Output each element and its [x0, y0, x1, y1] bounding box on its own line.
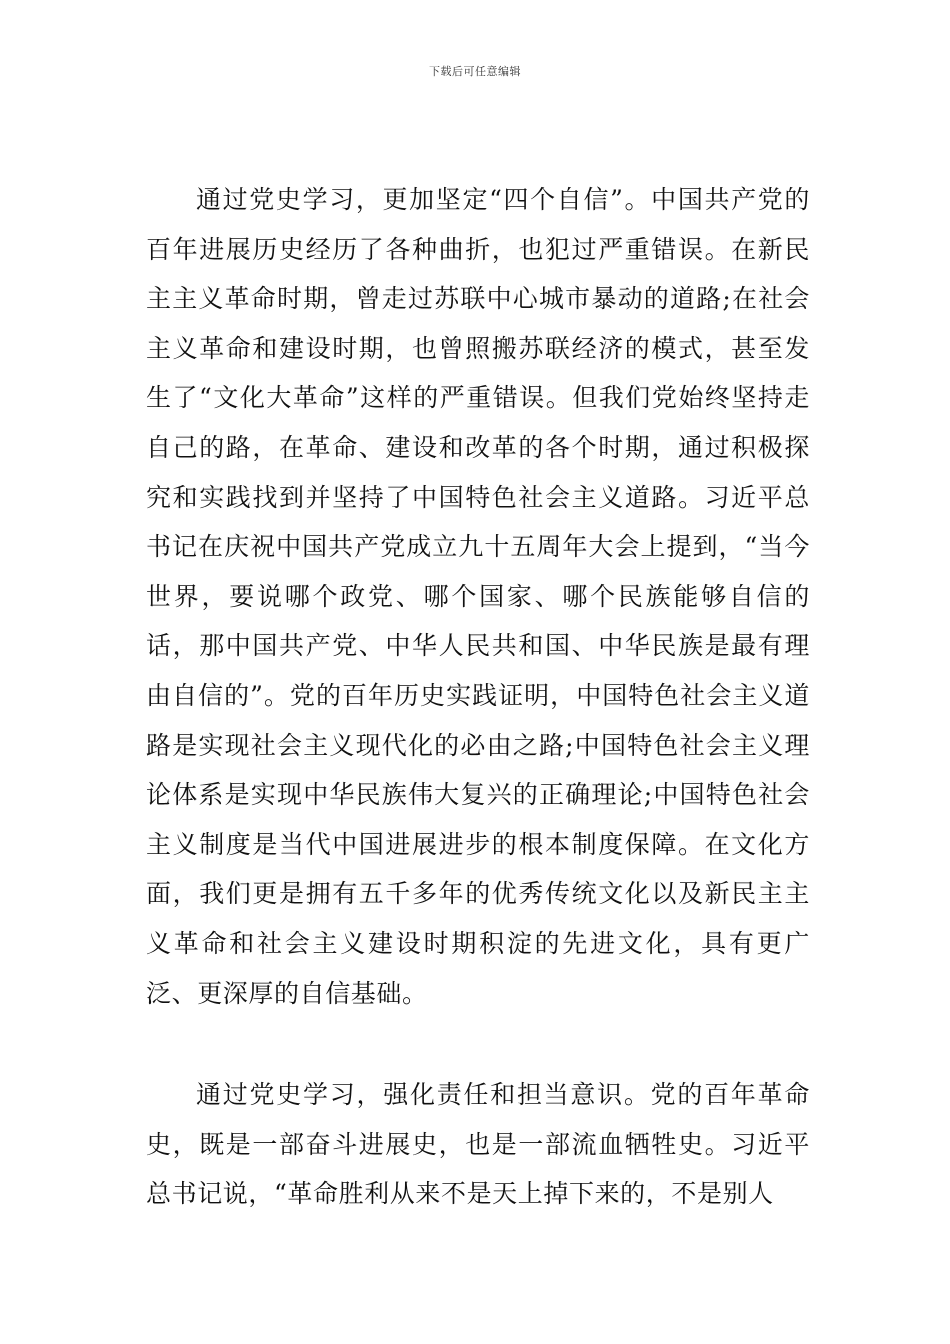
- paragraph-2: [146, 1070, 810, 1219]
- page-header: 下载后可任意编辑: [429, 65, 521, 78]
- paragraph-1: [146, 175, 810, 1018]
- paragraph-text: 通过党史学习，强化责任和担当意识。党的百年革命史，既是一部奋斗进展史，也是一部流血牺牲史。习近平总书记说，“革命胜利从来不是天上掉下来的，不是别人: [146, 1080, 810, 1209]
- paragraph-text: 通过党史学习，更加坚定“四个自信”。中国共产党的百年进展历史经历了各种曲折，也犯过严重错误。在新民主主义革命时期，曾走过苏联中心城市暴动的道路;在社会主义革命和建设时期，也曾照搬苏联经济的模式，甚至发生了“文化大革命”这样的严重错误。但我们党始终坚持走自己的路，在革命、建设和改革的各个时期，通过积极探究和实践找到并坚持了中国特色社会主义道路。习近平总书记在庆祝中国共产党成立九十五周年大会上提到，“当今世界，要说哪个政党、哪个国家、哪个民族能够自信的话，那中国共产党、中华人民共和国、中华民族是最有理由自信的”。党的百年历史实践证明，中国特色社会主义道路是实现社会主义现代化的必由之路;中国特色社会主义理论体系是实现中华民族伟大复兴的正确理论;中国特色社会主义制度是当代中国进展进步的根本制度保障。在文化方面，我们更是拥有五千多年的优秀传统文化以及新民主主义革命和社会主义建设时期积淀的先进文化，具有更广泛、更深厚的自信基础。: [146, 185, 810, 1008]
